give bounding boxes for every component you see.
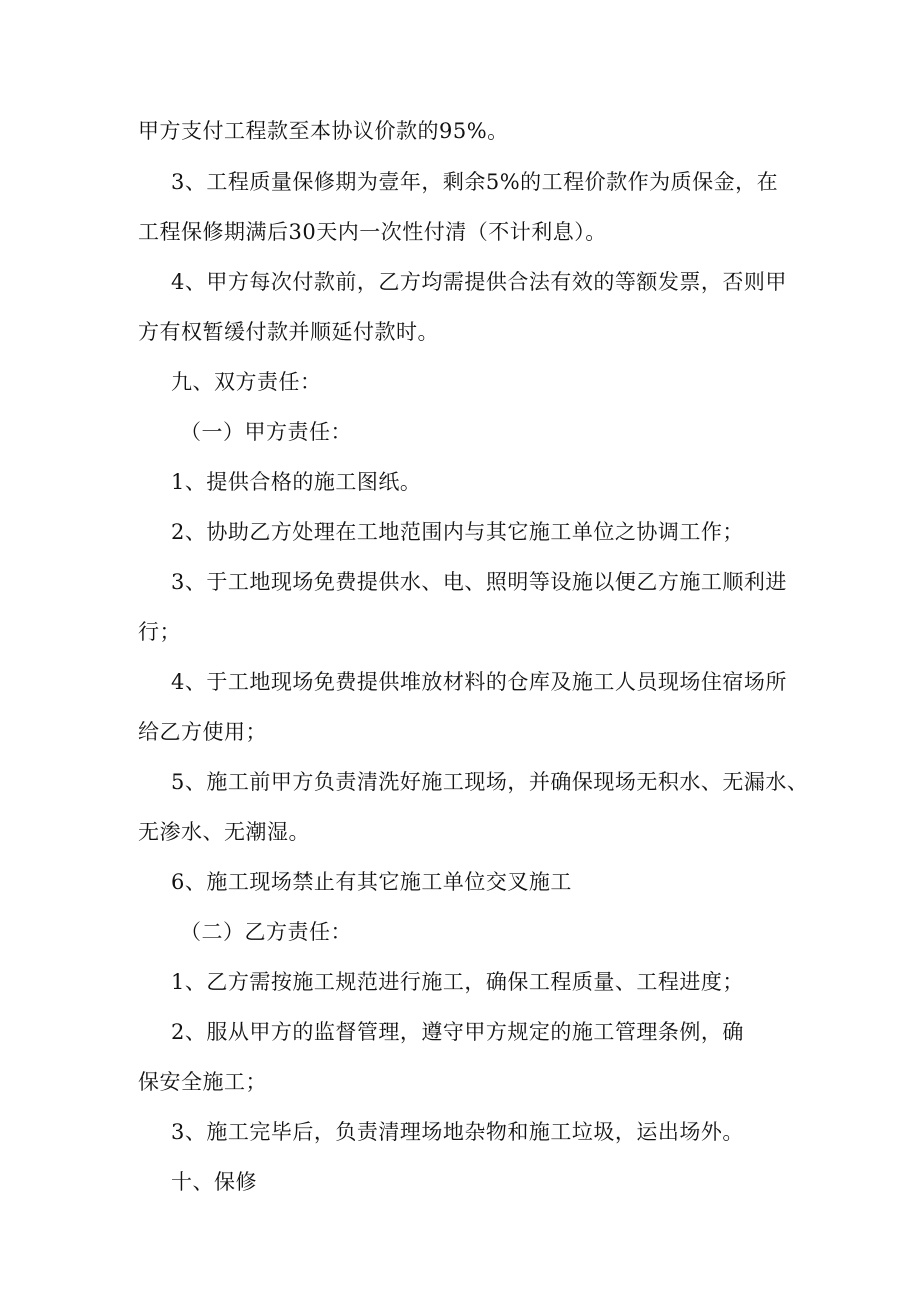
text-line-19: 2、服从甲方的监督管理，遵守甲方规定的施工管理条例，确 — [171, 1020, 744, 1044]
text-line-18: 1、乙方需按施工规范进行施工，确保工程质量、工程进度； — [171, 970, 744, 994]
text-line-15: 无渗水、无潮湿。 — [138, 820, 310, 844]
text-line-4: 4、甲方每次付款前，乙方均需提供合法有效的等额发票，否则甲 — [171, 270, 787, 294]
text-line-13: 给乙方使用； — [138, 720, 267, 744]
text-line-3: 工程保修期满后30天内一次性付清（不计利息）。 — [138, 220, 607, 244]
text-line-11: 行； — [138, 620, 181, 644]
section-heading-nine: 九、双方责任： — [171, 370, 322, 394]
text-line-2: 3、工程质量保修期为壹年，剩余5%的工程价款作为质保金，在 — [171, 170, 779, 194]
text-line-12: 4、于工地现场免费提供堆放材料的仓库及施工人员现场住宿场所 — [171, 670, 787, 694]
text-line-9: 2、协助乙方处理在工地范围内与其它施工单位之协调工作； — [171, 520, 744, 544]
text-line-10: 3、于工地现场免费提供水、电、照明等设施以便乙方施工顺利进 — [171, 570, 787, 594]
text-line-20: 保安全施工； — [138, 1070, 267, 1094]
text-line-5: 方有权暂缓付款并顺延付款时。 — [138, 320, 439, 344]
text-line-16: 6、施工现场禁止有其它施工单位交叉施工 — [171, 870, 572, 894]
text-line-8: 1、提供合格的施工图纸。 — [171, 470, 422, 494]
section-heading-ten: 十、保修 — [171, 1170, 257, 1194]
subsection-heading-party-a: （一）甲方责任： — [180, 420, 352, 444]
text-line-1: 甲方支付工程款至本协议价款的95%。 — [138, 119, 509, 143]
text-line-14: 5、施工前甲方负责清洗好施工现场，并确保现场无积水、无漏水、 — [171, 770, 809, 794]
subsection-heading-party-b: （二）乙方责任： — [180, 920, 352, 944]
text-line-21: 3、施工完毕后，负责清理场地杂物和施工垃圾，运出场外。 — [171, 1120, 744, 1144]
